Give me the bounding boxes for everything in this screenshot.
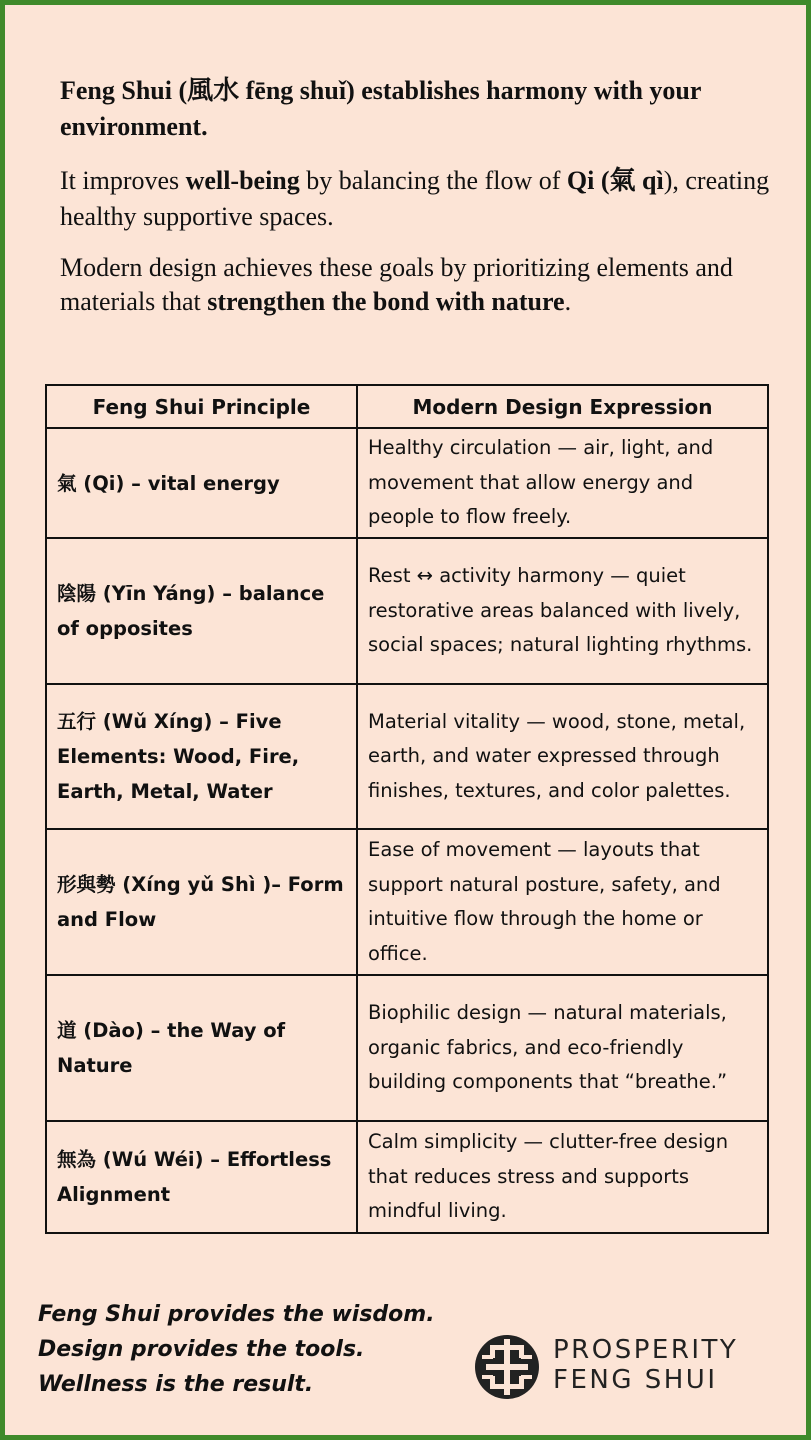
tagline-line: Feng Shui provides the wisdom. — [38, 1302, 435, 1327]
intro-section — [60, 73, 780, 319]
intro-headline: Feng Shui (風水 fēng shuǐ) establishes harmony with your environment. — [60, 76, 701, 141]
intro-paragraph-design: Modern design achieves these goals by prioritizing elements and materials that strengthen the bond with nature. — [60, 253, 733, 316]
expression-cell: Healthy circulation — air, light, and movement that allow energy and people to flow freely. — [357, 428, 768, 538]
table-row — [46, 829, 768, 975]
principle-cell: 無為 (Wú Wéi) – Effortless Alignment — [46, 1121, 357, 1233]
table-row — [46, 1121, 768, 1233]
expression-cell: Material vitality — wood, stone, metal, earth, and water expressed through finishes, textures, and color palettes. — [357, 684, 768, 829]
principle-cell: 陰陽 (Yīn Yáng) – balance of opposites — [46, 538, 357, 684]
principle-cell: 五行 (Wǔ Xíng) – Five Elements: Wood, Fire, Earth, Metal, Water — [46, 684, 357, 829]
expression-cell: Biophilic design — natural materials, organic fabrics, and eco-friendly building components that “breathe.” — [357, 975, 768, 1121]
principle-cell: 氣 (Qi) – vital energy — [46, 428, 357, 538]
expression-cell: Calm simplicity — clutter-free design that reduces stress and supports mindful living. — [357, 1121, 768, 1233]
intro-paragraph-wellbeing: It improves well-being by balancing the flow of Qi (氣 qì), creating healthy supportive spaces. — [60, 166, 770, 231]
principles-table — [45, 384, 769, 1234]
table-row — [46, 538, 768, 684]
brand-logo — [473, 1333, 765, 1403]
nature-emphasis: strengthen the bond with nature — [207, 287, 565, 316]
brand-name-line2: FENG SHUI — [553, 1365, 718, 1395]
qi-emphasis: Qi (氣 qì — [566, 166, 664, 195]
table-header-row — [46, 385, 768, 428]
brand-name — [553, 1335, 738, 1395]
tagline-line: Wellness is the result. — [38, 1372, 314, 1397]
header-expression: Modern Design Expression — [357, 385, 768, 428]
prosperity-symbol-icon — [473, 1333, 541, 1401]
wellbeing-emphasis: well-being — [185, 166, 300, 195]
table-row — [46, 428, 768, 538]
expression-cell: Rest ↔ activity harmony — quiet restorative areas balanced with lively, social spaces; natural lighting rhythms. — [357, 538, 768, 684]
principle-cell: 道 (Dào) – the Way of Nature — [46, 975, 357, 1121]
table-row — [46, 684, 768, 829]
tagline-line: Design provides the tools. — [38, 1337, 365, 1362]
brand-name-line1: PROSPERITY — [553, 1335, 739, 1365]
expression-cell: Ease of movement — layouts that support natural posture, safety, and intuitive flow through the home or office. — [357, 829, 768, 975]
tagline — [38, 1297, 435, 1402]
table-row — [46, 975, 768, 1121]
principle-cell: 形與勢 (Xíng yǔ Shì )– Form and Flow — [46, 829, 357, 975]
header-principle: Feng Shui Principle — [46, 385, 357, 428]
